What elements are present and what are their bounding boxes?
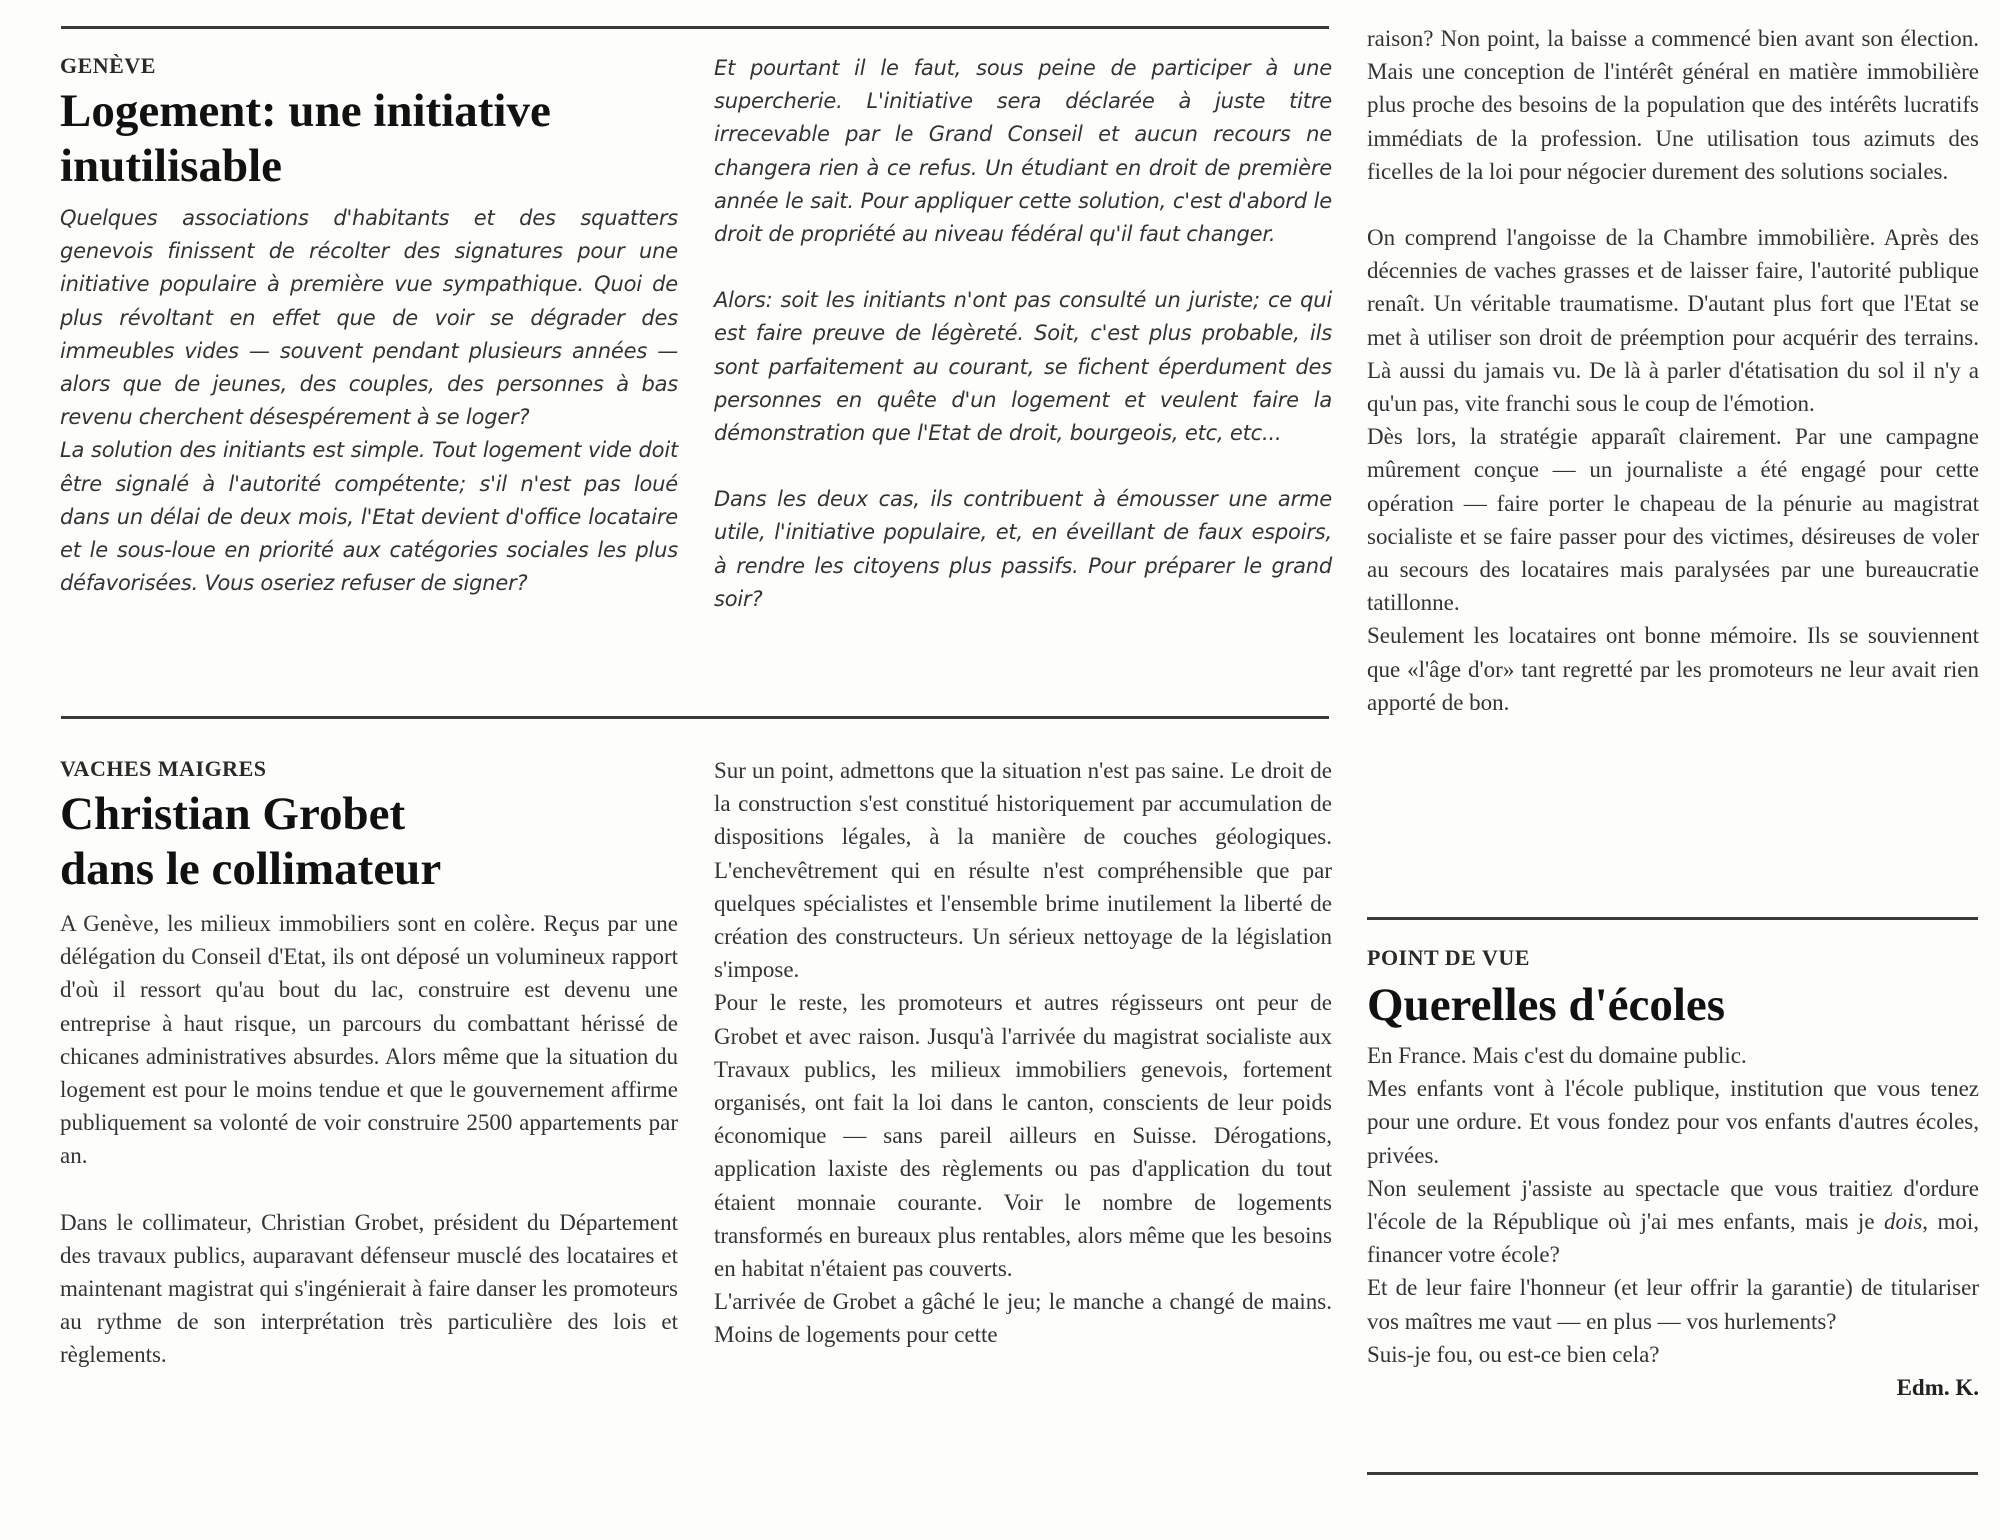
kicker-geneve: GENÈVE [60, 53, 156, 78]
headline-geneve [60, 84, 678, 194]
headline-point-de-vue: Querelles d'écoles [1367, 979, 1726, 1031]
vaches-paragraph: Seulement les locataires ont bonne mémoire. Ils se souviennent que «l'âge d'or» tant regretté par les promoteurs ne leur avait rien apporté de bon. [1367, 623, 1979, 715]
headline-vaches-line1: Christian Grobet [60, 788, 406, 840]
point-de-vue-paragraph: Suis-je fou, ou est-ce bien cela? [1367, 1341, 1660, 1367]
vaches-paragraph: A Genève, les milieux immobiliers sont en colère. Reçus par une délégation du Conseil d'Etat, ils ont déposé un volumineux rapport d'où il ressort qu'au bout du lac, construire est devenu une entreprise à haut risque, un parcours du combattant hérissé de chicanes administratives absurdes. Alors même que la situation du logement est pour le moins tendue et que le gouvernement affirme publiquement sa volonté de voir construire 2500 appartements par an. [60, 911, 678, 1169]
point-de-vue-paragraph: Et de leur faire l'honneur (et leur offrir la garantie) de titulariser vos maîtres me vaut — en plus — vos hurlements? [1367, 1275, 1979, 1334]
vaches-paragraph: Dans le collimateur, Christian Grobet, président du Département des travaux publics, auparavant défenseur musclé des locataires et maintenant magistrat qui s'ingénierait à faire danser les promoteurs au rythme de son interprétation très particulière des lois et règlements. [60, 1209, 678, 1368]
vaches-paragraph: Pour le reste, les promoteurs et autres régisseurs ont peur de Grobet et avec raison. Jusqu'à l'arrivée du magistrat socialiste aux Travaux publics, les milieux immobiliers genevois, fortement organisés, ont fait la loi dans le canton, conscients de leur poids économique — sans pareil ailleurs en Suisse. Dérogations, application laxiste des règlements ou pas d'application du tout étaient monnaie courante. Voir le nombre de logements transformés en bureaux plus rentables, alors même que les besoins en habitat n'étaient pas couverts. [714, 990, 1332, 1282]
vaches-paragraph: Sur un point, admettons que la situation n'est pas saine. Le droit de la construction s'est constitué historiquement par accumulation de dispositions légales, à la manière de couches géologiques. L'enchevêtrement qui en résulte n'est compréhensible que par quelques spécialistes et l'ensemble brime inutilement la liberté de création des constructeurs. Un sérieux nettoyage de la législation s'impose. [714, 758, 1332, 983]
point-de-vue-top-rule [1367, 917, 1978, 920]
middle-rule [61, 716, 1329, 719]
kicker-point-de-vue: POINT DE VUE [1367, 945, 1530, 970]
vaches-paragraph: Dès lors, la stratégie apparaît clairement. Par une campagne mûrement conçue — un journaliste a été engagé pour cette opération — faire porter le chapeau de la pénurie au magistrat socialiste et se faire passer pour des victimes, désireuses de voler au secours des locataires mais paralysées par une bureaucratie tatillonne. [1367, 424, 1979, 616]
bottom-rule [1367, 1472, 1978, 1475]
headline-geneve-line2: inutilisable [60, 140, 283, 192]
point-de-vue-paragraph: Mes enfants vont à l'école publique, institution que vous tenez pour une ordure. Et vous fondez pour vos enfants d'autres écoles, privées. [1367, 1076, 1979, 1168]
point-de-vue-text: , moi, financer votre école? [1367, 1209, 1979, 1268]
article-geneve-col1 [60, 52, 678, 600]
article-point-de-vue [1367, 944, 1979, 1404]
kicker-vaches-maigres: VACHES MAIGRES [60, 756, 267, 781]
point-de-vue-paragraph: En France. Mais c'est du domaine public. [1367, 1043, 1747, 1068]
geneve-paragraph: La solution des initiants est simple. Tout logement vide doit être signalé à l'autorité compétente; s'il n'est pas loué dans un délai de deux mois, l'Etat devient d'office locataire et le sous-loue en priorité aux catégories sociales les plus défavorisées. Vous oseriez refuser de signer? [60, 438, 678, 596]
geneve-paragraph: Quelques associations d'habitants et des squatters genevois finissent de récolter des signatures pour une initiative populaire à première vue sympathique. Quoi de plus révoltant en effet que de voir se dégrader des immeubles vides — souvent pendant plusieurs années — alors que de jeunes, des couples, des personnes à bas revenu cherchent désespérement à se loger? [60, 206, 678, 430]
article-vaches-col2 [714, 754, 1332, 1352]
point-de-vue-text: Non seulement j'assiste au spectacle que vous traitiez d'ordure l'école de la République où j'ai mes enfants, mais je [1367, 1175, 1979, 1235]
vaches-paragraph: On comprend l'angoisse de la Chambre immobilière. Après des décennies de vaches grasses et de laisser faire, l'autorité publique renaît. Un véritable traumatisme. D'autant plus fort que l'Etat se met à utiliser son droit de préemption pour acquérir des terrains. Là aussi du jamais vu. De là à parler d'étatisation du sol il n'y a qu'un pas, vite franchi sous le coup de l'émotion. [1367, 225, 1979, 417]
article-vaches-col3 [1367, 22, 1979, 719]
vaches-paragraph: raison? Non point, la baisse a commencé bien avant son élection. Mais une conception de l'intérêt général en matière immobilière plus proche des besoins de la population que des intérêts lucratifs immédiats de la profession. Une utilisation tous azimuts des ficelles de la loi pour négocier durement des solutions sociales. [1367, 26, 1979, 184]
geneve-paragraph: Alors: soit les initiants n'ont pas consulté un juriste; ce qui est faire preuve de légèreté. Soit, c'est plus probable, ils sont parfaitement au courant, se fichent éperdument des personnes en quête d'un logement et veulent faire la démonstration que l'Etat de droit, bourgeois, etc, etc... [714, 288, 1332, 446]
geneve-paragraph: Dans les deux cas, ils contribuent à émousser une arme utile, l'initiative populaire, et, en éveillant de faux espoirs, à rendre les citoyens plus passifs. Pour préparer le grand soir? [714, 487, 1332, 611]
article-geneve-col2 [714, 52, 1332, 616]
top-rule [61, 26, 1329, 29]
emphasis-dois: dois [1883, 1209, 1923, 1235]
point-de-vue-paragraph [1367, 1172, 1979, 1272]
headline-geneve-line1: Logement: une initiative [60, 85, 551, 137]
article-vaches-col1 [60, 755, 678, 1372]
signature: Edm. K. [1896, 1375, 1979, 1401]
geneve-paragraph: Et pourtant il le faut, sous peine de participer à une supercherie. L'initiative sera déclarée à juste titre irrecevable par le Grand Conseil et aucun recours ne changera rien à ce refus. Un étudiant en droit de première année le sait. Pour appliquer cette solution, c'est d'abord le droit de propriété au niveau fédéral qu'il faut changer. [714, 56, 1332, 247]
headline-vaches-line2: dans le collimateur [60, 843, 442, 895]
vaches-paragraph: L'arrivée de Grobet a gâché le jeu; le manche a changé de mains. Moins de logements pour cette [714, 1289, 1332, 1348]
headline-vaches-maigres [60, 787, 678, 897]
